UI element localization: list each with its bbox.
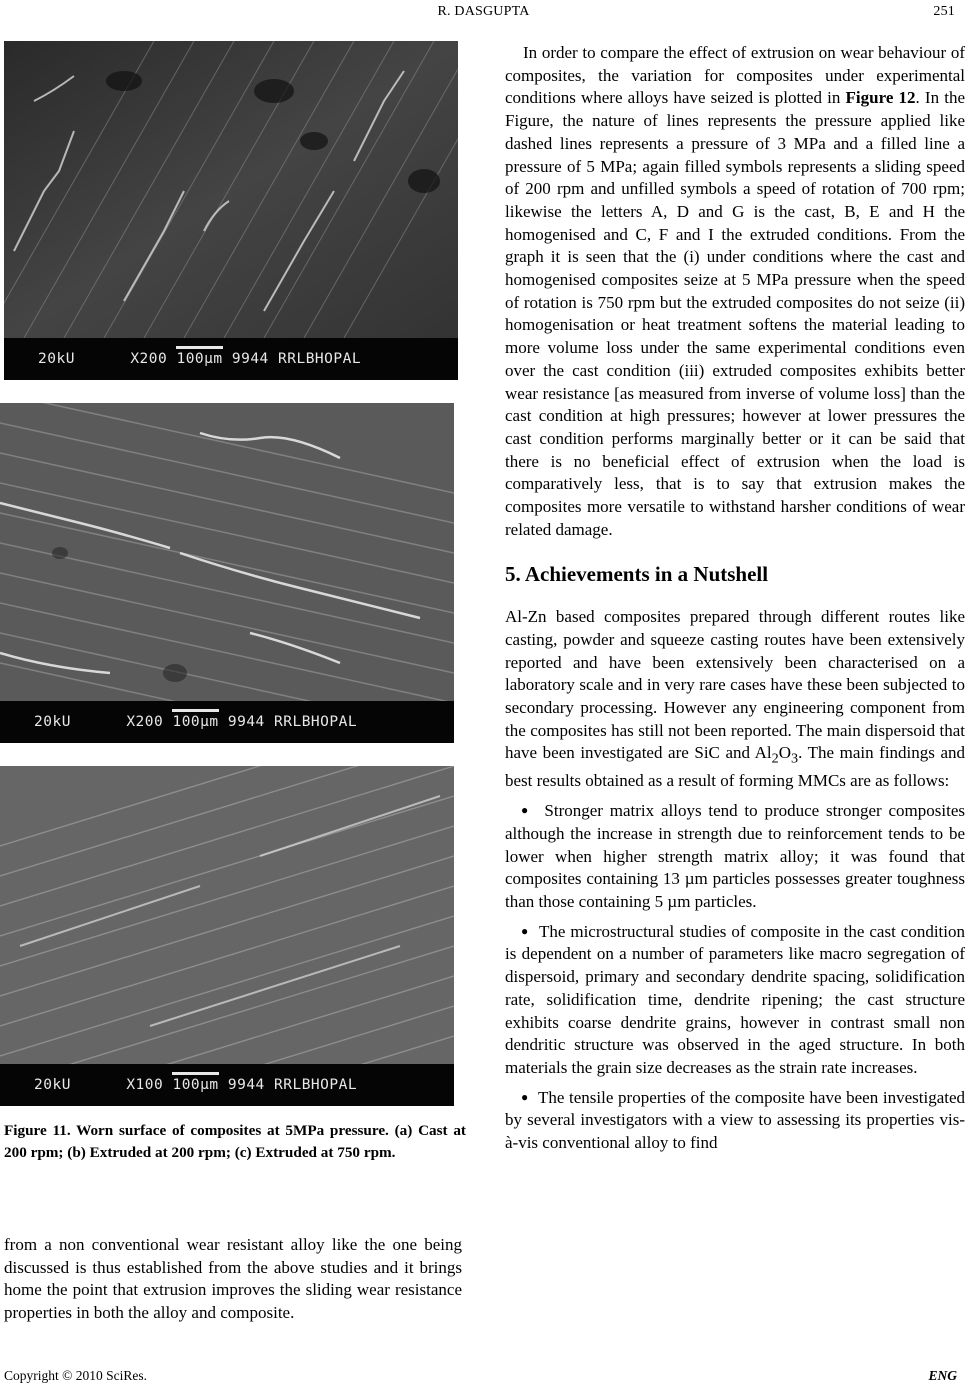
bullet-dot-icon: ●: [521, 803, 531, 818]
sem-kv-b: 20kU: [34, 714, 71, 730]
sem-lab-c: RRLBHOPAL: [274, 1077, 358, 1093]
sem-lab-a: RRLBHOPAL: [278, 351, 362, 367]
paragraph-achievements: [505, 606, 965, 793]
bullet-dot-icon: ●: [521, 1089, 529, 1104]
bullet-dot-icon: ●: [521, 923, 529, 938]
bullet-item-1: [505, 799, 965, 914]
footer-journal: ENG: [928, 1368, 957, 1383]
sem-image-b: [0, 403, 454, 743]
sem-id-c: 9944: [227, 1077, 265, 1093]
sem-scale-b: 100µm: [172, 714, 219, 730]
sem-label-bar-a: [4, 338, 458, 380]
figure-caption: Figure 11. Worn surface of composites at 5MPa pressure. (a) Cast at 200 rpm; (b) Extruded at 200 rpm; (c) Extruded at 750 rpm.: [4, 1122, 466, 1161]
sem-id-b: 9944: [227, 714, 265, 730]
sem-texture-c: [0, 766, 454, 1064]
sem-image-a: [4, 41, 458, 380]
bullet-2-text: The microstructural studies of composite in the cast condition is dependent on a number of parameters like macro segregation of dispersoid, primary and secondary dendrite spacing, solidification rate, solidification time, dendrite ripening; the cast structure exhibits coarse dendrite grains, however in contrast small non dendritic structure was observed in the aged structure. In both materials the grain size decreases as the strain rate increases.: [505, 921, 965, 1077]
para2-subscript-1: 2: [771, 750, 779, 767]
paragraph-extrusion-comparison: [505, 42, 965, 541]
section-heading: 5. Achievements in a Nutshell: [505, 562, 769, 587]
footer-copyright: Copyright © 2010 SciRes.: [4, 1368, 148, 1383]
bullet-item-2: [505, 920, 965, 1080]
para1-start: In order to compare the effect of extrusion on wear behaviour of composites, the variation for composites under experimental conditions where alloys have seized is plotted in: [505, 43, 965, 108]
bullet-item-3: [505, 1086, 965, 1155]
para1-rest: . In the Figure, the nature of lines represents the pressure applied like dashed lines represents a pressure of 3 MPa and a filled line a pressure of 5 MPa; again filled symbols represents a sliding speed of 200 rpm and unfilled symbols a speed of rotation of 700 rpm; likewise the letters A, D and G is the cast, B, E and H the homogenised and C, F and I the extruded conditions. From the graph it is seen that the (i) under conditions where the cast and homogenised composites seize at 5 MPa pressure when the speed of rotation is 750 rpm but the extruded composites do not seize (ii) homogenisation or heat treatment softens the material leading to more volume loss under the same experimental conditions even over the cast condition (iii) extruded composites exhibits better wear resistance [as measured from inverse of volume loss] than the cast condition at high pressures; however at lower pressures the cast condition performs marginally better or it can be said that there is no beneficial effect of extrusion when the load is comparatively less, that is to say that extrusion makes the composites more versatile to withstand harsher conditions of wear related damage.: [505, 88, 965, 539]
figure-12-reference: Figure 12: [845, 88, 916, 108]
bullet-3-text: The tensile properties of the composite have been investigated by several investigators with a view to assessing its properties vis-à-vis conventional alloy to find: [505, 1087, 966, 1153]
right-column: [505, 42, 965, 1155]
left-column-text: from a non conventional wear resistant alloy like the one being discussed is thus established from the above studies and it brings home the point that extrusion improves the sliding wear resistance properties in both the alloy and composite.: [4, 1235, 462, 1322]
sem-scale-c: 100µm: [172, 1077, 219, 1093]
sem-texture-a: [4, 41, 458, 338]
sem-lab-b: RRLBHOPAL: [274, 714, 358, 730]
para2-oxygen: O: [778, 743, 791, 763]
sem-kv-c: 20kU: [34, 1077, 71, 1093]
sem-texture-b: [0, 403, 454, 701]
sem-mag-c: X100: [126, 1077, 164, 1093]
sem-image-c: [0, 766, 454, 1106]
sem-scale-a: 100µm: [176, 351, 223, 367]
sem-mag-b: X200: [126, 714, 164, 730]
sem-kv-a: 20kU: [38, 351, 75, 367]
para2-start: Al-Zn based composites prepared through different routes like casting, powder and squeeze casting routes have been extensively reported and have been extensively been characterised on a laboratory scale and in very rare cases have these been subjected to secondary processing. However any engineering component from the composites has still not been reported. The main dispersoid that have been investigated are SiC and Al: [505, 607, 965, 763]
bullet-1-text: Stronger matrix alloys tend to produce stronger composites although the increase in strength due to reinforcement tends to be lower when higher strength matrix alloy; it was found that composites containing 13 µm particles possesses greater toughness than those containing 5 µm particles.: [505, 801, 966, 911]
para2-subscript-2: 3: [791, 750, 799, 767]
sem-mag-a: X200: [130, 351, 168, 367]
sem-id-a: 9944: [231, 351, 269, 367]
sem-label-bar-b: [0, 701, 454, 743]
sem-label-bar-c: [0, 1064, 454, 1106]
para2-rest: . The main findings and best results obtained as a result of forming MMCs are as follows:: [505, 743, 965, 791]
running-header-author: R. DASGUPTA: [437, 4, 530, 19]
page-number: 251: [933, 4, 955, 19]
